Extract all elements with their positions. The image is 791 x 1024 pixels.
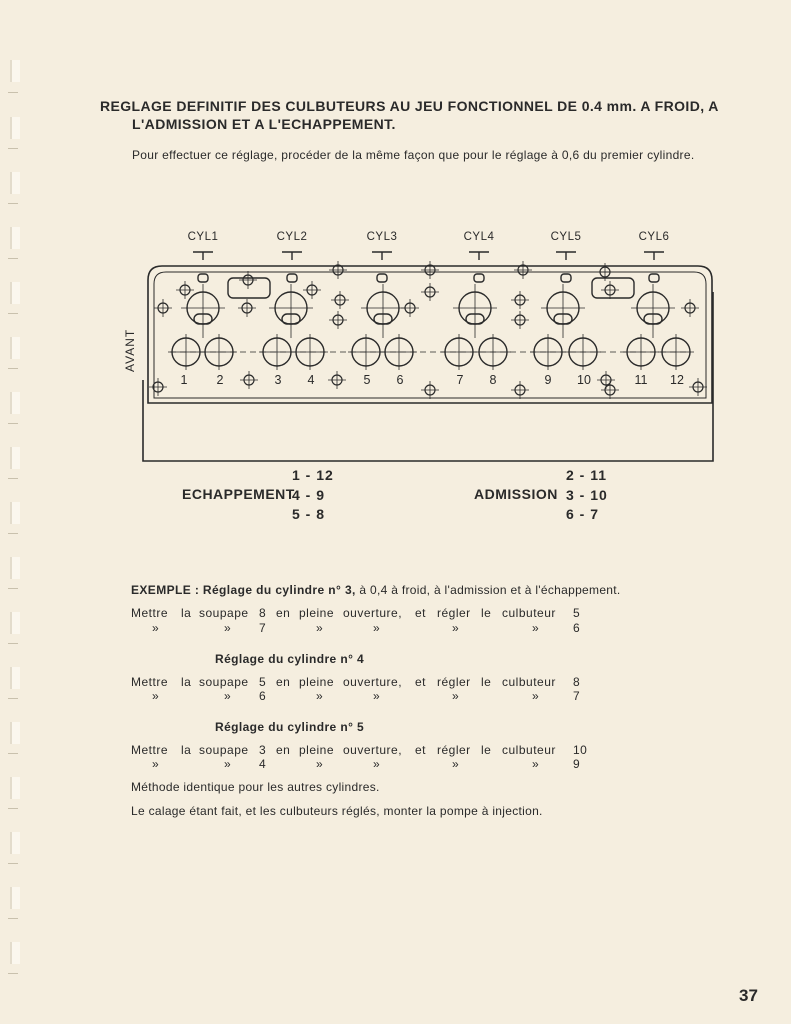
ditto-mark: » <box>316 689 324 703</box>
intake-pair: 3 - 10 <box>566 486 608 503</box>
instruction-word: en <box>276 606 291 620</box>
ditto-mark: » <box>224 621 232 635</box>
valve-number: 11 <box>634 373 648 387</box>
cylinder-label: CYL5 <box>550 231 582 243</box>
instruction-word: régler <box>437 675 471 689</box>
instruction-word: et <box>415 743 427 757</box>
valve-number: 1 <box>180 373 188 387</box>
instruction-word: la <box>181 675 192 689</box>
instruction-word: et <box>415 675 427 689</box>
note-2: Le calage étant fait, et les culbuteurs réglés, monter la pompe à injection. <box>131 804 543 818</box>
valve-value: 4 <box>259 757 267 771</box>
valve-number: 9 <box>544 373 552 387</box>
instruction-word: régler <box>437 606 471 620</box>
instruction-word: le <box>481 675 492 689</box>
ditto-mark: » <box>532 621 540 635</box>
exhaust-pair: 4 - 9 <box>292 486 326 503</box>
instruction-word: Mettre <box>131 606 169 620</box>
valve-number: 6 <box>396 373 404 387</box>
instruction-word: pleine <box>299 606 335 620</box>
valve-value: 7 <box>259 621 267 635</box>
cylinder-label: CYL4 <box>463 231 495 243</box>
ditto-mark: » <box>316 757 324 771</box>
ditto-mark: » <box>452 757 460 771</box>
intake-pair: 2 - 11 <box>566 467 608 483</box>
valve-number: 8 <box>489 373 497 387</box>
intro-paragraph: Pour effectuer ce réglage, procéder de la même façon que pour le réglage à 0,6 du premier cylindre. <box>132 148 695 162</box>
valve-number: 4 <box>307 373 315 387</box>
instruction-word: ouverture, <box>343 743 403 757</box>
title-line-2: L'ADMISSION ET A L'ECHAPPEMENT. <box>132 116 396 132</box>
valve-value: 6 <box>259 689 267 703</box>
instruction-word: pleine <box>299 743 335 757</box>
ditto-mark: » <box>532 757 540 771</box>
exhaust-pair: 5 - 8 <box>292 506 326 522</box>
cylinder-head-diagram <box>100 240 720 470</box>
valve-number: 3 <box>274 373 282 387</box>
instruction-word: ouverture, <box>343 675 403 689</box>
ditto-mark: » <box>152 689 160 703</box>
ditto-mark: » <box>452 621 460 635</box>
instruction-word: ouverture, <box>343 606 403 620</box>
intake-label: ADMISSION <box>474 486 558 502</box>
title-line-1: REGLAGE DEFINITIF DES CULBUTEURS AU JEU FONCTIONNEL DE 0.4 mm. A FROID, A <box>100 98 719 114</box>
exhaust-label: ECHAPPEMENT <box>182 486 295 502</box>
rocker-value: 7 <box>573 689 581 703</box>
instruction-word: Mettre <box>131 743 169 757</box>
instruction-word: soupape <box>199 675 249 689</box>
valve-number: 12 <box>670 373 684 387</box>
intake-pairs <box>566 466 608 525</box>
ditto-mark: » <box>152 621 160 635</box>
cyl4-heading: Réglage du cylindre n° 4 <box>215 652 365 666</box>
valve-value: 8 <box>259 606 267 620</box>
cyl5-heading: Réglage du cylindre n° 5 <box>215 720 365 734</box>
instruction-word: Mettre <box>131 675 169 689</box>
example-bold: Réglage du cylindre n° 3, <box>202 583 356 597</box>
example-lead: EXEMPLE : <box>131 583 200 597</box>
rocker-value: 5 <box>573 606 581 620</box>
rocker-value: 8 <box>573 675 581 689</box>
ditto-mark: » <box>316 621 324 635</box>
instruction-word: le <box>481 743 492 757</box>
intake-pair: 6 - 7 <box>566 506 600 522</box>
cylinder-label: CYL1 <box>187 231 219 243</box>
cylinder-label: CYL2 <box>276 231 308 243</box>
ditto-mark: » <box>224 757 232 771</box>
valve-value: 3 <box>259 743 267 757</box>
ditto-mark: » <box>373 757 381 771</box>
instruction-word: en <box>276 675 291 689</box>
instruction-word: le <box>481 606 492 620</box>
valve-number: 10 <box>577 373 591 387</box>
ditto-mark: » <box>224 689 232 703</box>
page-title <box>100 97 760 133</box>
example-rest: à 0,4 à froid, à l'admission et à l'échappement. <box>359 583 621 597</box>
instruction-word: pleine <box>299 675 335 689</box>
instruction-word: et <box>415 606 427 620</box>
valve-number: 7 <box>456 373 464 387</box>
instruction-word: en <box>276 743 291 757</box>
note-1: Méthode identique pour les autres cylindres. <box>131 780 380 794</box>
ditto-mark: » <box>152 757 160 771</box>
exhaust-pair: 1 - 12 <box>292 467 334 483</box>
valve-number: 5 <box>363 373 371 387</box>
valve-number: 2 <box>216 373 224 387</box>
rocker-value: 9 <box>573 757 581 771</box>
instruction-word: culbuteur <box>502 743 556 757</box>
example-heading <box>131 583 621 597</box>
ditto-mark: » <box>373 621 381 635</box>
side-label: AVANT <box>123 328 137 372</box>
rocker-value: 6 <box>573 621 581 635</box>
instruction-word: la <box>181 606 192 620</box>
ditto-mark: » <box>532 689 540 703</box>
instruction-word: régler <box>437 743 471 757</box>
instruction-word: soupape <box>199 743 249 757</box>
instruction-word: la <box>181 743 192 757</box>
ditto-mark: » <box>373 689 381 703</box>
rocker-value: 10 <box>573 743 588 757</box>
instruction-word: culbuteur <box>502 675 556 689</box>
instruction-word: soupape <box>199 606 249 620</box>
exhaust-pairs <box>292 466 334 525</box>
valve-value: 5 <box>259 675 267 689</box>
page-number: 37 <box>739 986 758 1005</box>
ditto-mark: » <box>452 689 460 703</box>
instruction-word: culbuteur <box>502 606 556 620</box>
cylinder-label: CYL6 <box>638 231 670 243</box>
cylinder-label: CYL3 <box>366 231 398 243</box>
